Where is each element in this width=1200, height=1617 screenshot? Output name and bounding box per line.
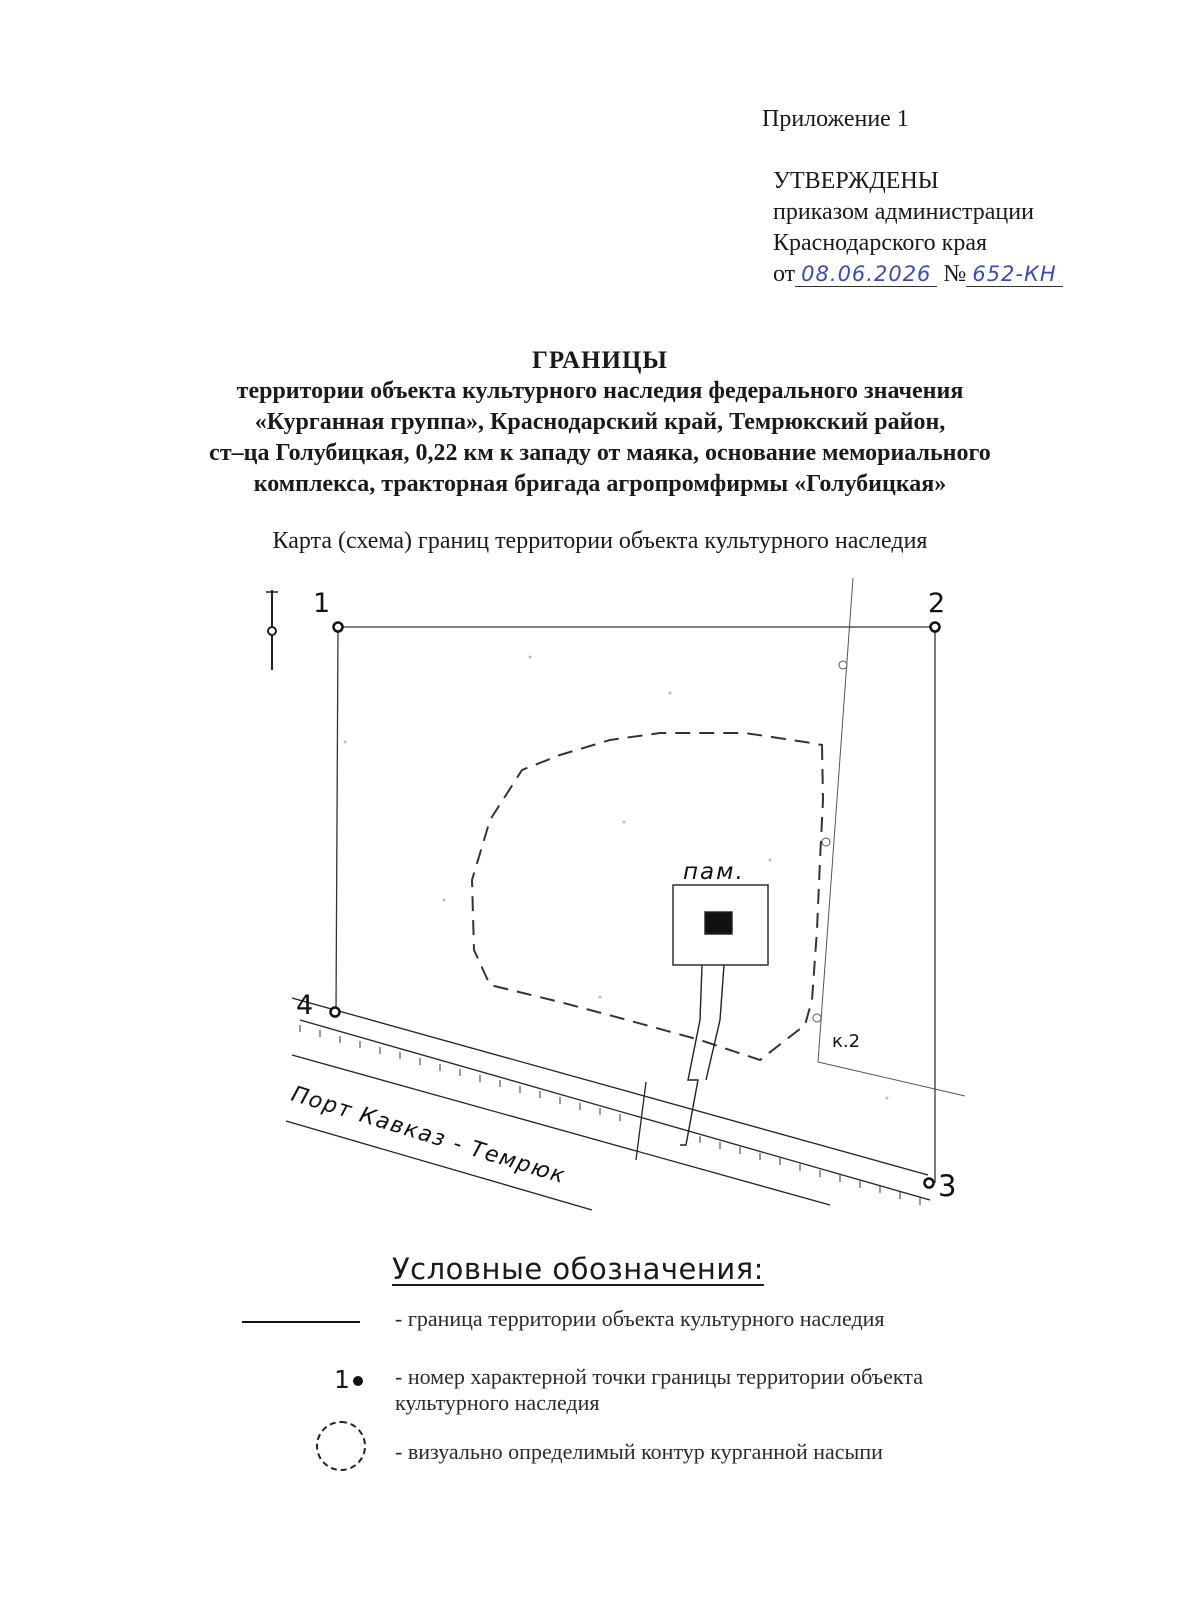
- approval-line-region: Краснодарского края: [773, 230, 988, 256]
- title-line: «Курганная группа», Краснодарский край, Темрюкский район,: [254, 409, 946, 435]
- monument-label: пам.: [683, 859, 745, 885]
- legend-contour-text: - визуально определимый контур курганной насыпи: [395, 1439, 883, 1464]
- point-label: 1: [313, 588, 331, 619]
- legend-point-number: 1: [334, 1365, 350, 1394]
- title-heading: ГРАНИЦЫ: [532, 347, 668, 374]
- approval-heading: УТВЕРЖДЕНЫ: [773, 168, 939, 194]
- point-label: 3: [938, 1169, 957, 1203]
- approval-line-order: приказом администрации: [773, 199, 1034, 225]
- elevation-marks: [344, 656, 889, 1100]
- title-line: комплекса, тракторная бригада агропромфирмы «Голубицкая»: [253, 471, 947, 497]
- legend-boundary-text: - граница территории объекта культурного наследия: [395, 1306, 885, 1331]
- annex-label: Приложение 1: [762, 106, 909, 132]
- point-dot-icon: [353, 1376, 363, 1386]
- fence-line: [813, 578, 965, 1096]
- legend-title: Условные обозначения:: [392, 1252, 764, 1286]
- boundary-point-1: [313, 588, 343, 632]
- boundary-point-3: [925, 1169, 957, 1203]
- legend-boundary-line-icon: [242, 1321, 360, 1323]
- north-arrow-icon: [266, 590, 278, 670]
- well-label: к.2: [832, 1031, 861, 1052]
- number-prefix: №: [943, 261, 967, 287]
- monument: [673, 885, 768, 1145]
- title-line: территории объекта культурного наследия федерального значения: [236, 378, 964, 404]
- legend-point-text: - номер характерной точки границы территории объекта культурного наследия: [395, 1364, 923, 1415]
- point-label: 4: [296, 990, 314, 1021]
- title-line: ст–ца Голубицкая, 0,22 км к западу от маяка, основание мемориального: [209, 440, 991, 466]
- dashed-circle-icon: [316, 1421, 366, 1471]
- date-prefix: от: [773, 261, 796, 287]
- territory-boundary: [336, 627, 935, 1183]
- handwritten-number: 652-КН: [972, 262, 1057, 286]
- point-label: 2: [928, 588, 946, 619]
- kurgan-contour: [472, 733, 823, 1060]
- road: [286, 998, 930, 1210]
- legend-point-symbol: [334, 1365, 363, 1394]
- handwritten-date: 08.06.2026: [801, 262, 932, 286]
- map-subtitle: Карта (схема) границ территории объекта культурного наследия: [272, 528, 928, 554]
- monument-block-icon: [705, 912, 732, 934]
- boundary-point-2: [928, 588, 945, 632]
- road-label: Порт Кавказ - Темрюк: [288, 1081, 569, 1190]
